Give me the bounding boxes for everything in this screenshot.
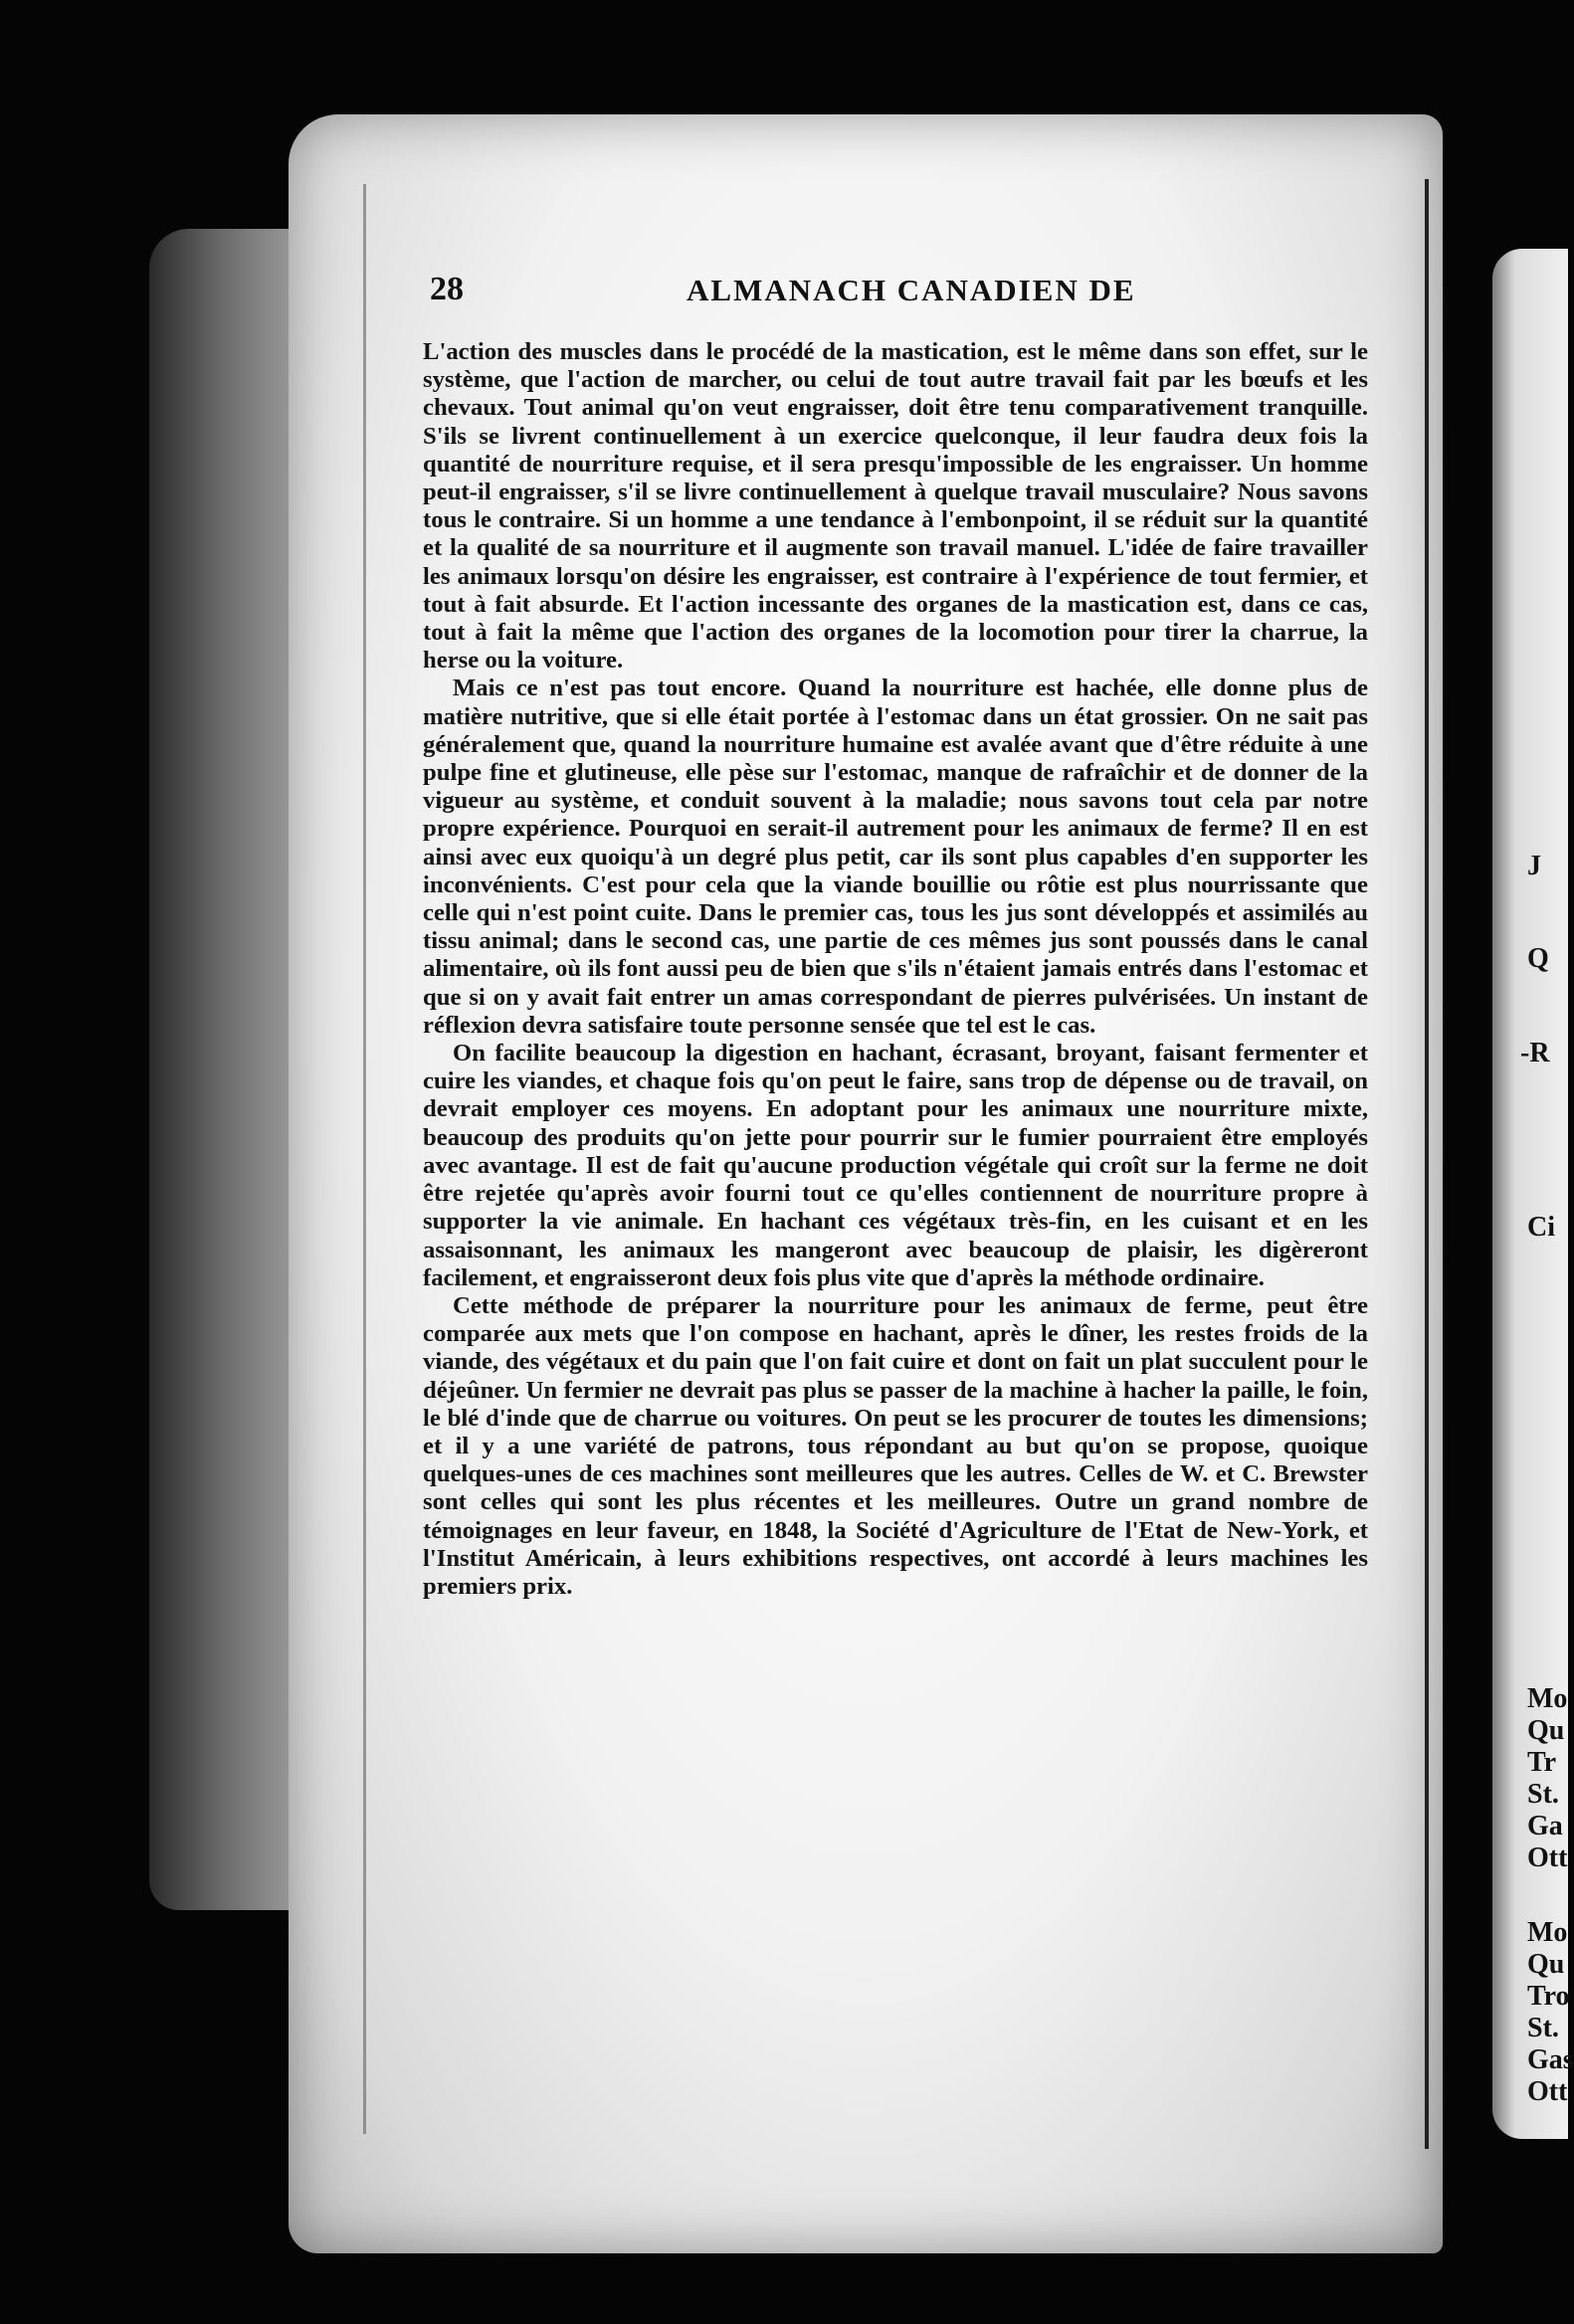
page-edge-line: [1425, 179, 1429, 2149]
right-fragment-group-1: [1527, 1683, 1567, 1874]
right-fragment-letter: -R: [1520, 1038, 1550, 1068]
body-text: [423, 338, 1368, 1601]
right-fragment-line: Ott: [1527, 1842, 1568, 1873]
right-fragment-line: Tr: [1527, 1747, 1557, 1778]
running-head: ALMANACH CANADIEN DE: [687, 273, 1136, 307]
right-fragment-line: Ott: [1527, 2076, 1568, 2107]
paragraph: Cette méthode de préparer la nourriture pour les animaux de ferme, peut être comparée aux mets que l'on compose en hachant, après le dîner, les restes froids de la viande, des végétaux et du pain que l'on fait cuire et dont on fait un plat succulent pour le déjeûner. Un fermier ne devrait pas plus se passer de la machine à hacher la paille, le foin, le blé d'inde que de charrue ou voitures. On peut se les procurer de toutes les dimensions; et il y a une variété de patrons, tous répondant au but qu'on se propose, quoique quelques-unes de ces machines sont meilleures que les autres. Celles de W. et C. Brewster sont celles qui sont les plus récentes et les meilleures. Outre un grand nombre de témoignages en leur faveur, en 1848, la Société d'Agriculture de l'Etat de New-York, et l'Institut Américain, à leurs exhibitions respectives, ont accordé à leurs machines les premiers prix.: [423, 1291, 1368, 1600]
right-fragment-letter: Ci: [1527, 1212, 1555, 1243]
right-fragment-line: Qu: [1527, 1949, 1565, 1980]
right-fragment-line: Mo: [1527, 1683, 1568, 1714]
right-fragment-letter: J: [1527, 851, 1541, 881]
page-fold-line: [363, 184, 366, 2134]
right-fragment-line: St.: [1527, 2013, 1559, 2043]
paragraph: Mais ce n'est pas tout encore. Quand la nourriture est hachée, elle donne plus de matière nutritive, que si elle était portée à l'estomac dans un état grossier. On ne sait pas généralement que, quand la nourriture humaine est avalée avant que d'être réduite à une pulpe fine et glutineuse, elle pèse sur l'estomac, manque de rafraîchir et de donner de la vigueur au système, et conduit souvent à la maladie; nous savons tout cela par notre propre expérience. Pourquoi en serait-il autrement pour les animaux de ferme? Il en est ainsi avec eux quoiqu'à un degré plus petit, car ils sont plus capables d'en supporter les inconvénients. C'est pour cela que la viande bouillie ou rôtie est plus nourrissante que celle qui n'est point cuite. Dans le premier cas, tous les jus sont développés et assimilés au tissu animal; dans le second cas, une partie de ces mêmes jus sont poussés dans le canal alimentaire, où ils font aussi peu de bien que s'ils n'étaient jamais entrés dans l'estomac et que si on y avait fait entrer un amas correspondant de pierres pulvérisées. Un instant de réflexion devra satisfaire toute personne sensée que tel est le cas.: [423, 675, 1368, 1039]
right-fragment-line: St.: [1527, 1779, 1559, 1810]
right-fragment-line: Qu: [1527, 1715, 1565, 1746]
right-fragment-line: Ga: [1527, 1811, 1563, 1841]
page-number: 28: [430, 271, 464, 307]
right-fragment-line: Mo: [1527, 1917, 1568, 1948]
right-fragment-line: Tro: [1527, 1981, 1570, 2012]
right-fragment-letter: Q: [1527, 943, 1549, 974]
right-fragment-group-2: [1527, 1917, 1574, 2108]
right-fragment-line: Gas: [1527, 2044, 1574, 2075]
paragraph: On facilite beaucoup la digestion en hachant, écrasant, broyant, faisant fermenter et cuire les viandes, et chaque fois qu'on peut le faire, sans trop de dépense ou de travail, on devrait employer ces moyens. En adoptant pour les animaux une nourriture mixte, beaucoup des produits qu'on jette pour pourrir sur le fumier pourraient être employés avec avantage. Il est de fait qu'aucune production végétale qui croît sur la ferme ne doit être rejetée qu'après avoir fourni tout ce qu'elles contiennent de nourriture propre à supporter la vie animale. En hachant ces végétaux très-fin, en les cuisant et en les assaisonnant, les animaux les mangeront avec beaucoup de plaisir, les digèreront facilement, et engraisseront deux fois plus vite que d'après la méthode ordinaire.: [423, 1040, 1368, 1291]
paragraph: L'action des muscles dans le procédé de la mastication, est le même dans son effet, sur le système, que l'action de marcher, ou celui de tout autre travail fait par les bœufs et les chevaux. Tout animal qu'on veut engraisser, doit être tenu comparativement tranquille. S'ils se livrent continuellement à un exercice quelconque, il leur faudra deux fois la quantité de nourriture requise, et il sera presqu'impossible de les engraisser. Un homme peut-il engraisser, s'il se livre continuellement à quelque travail musculaire? Nous savons tous le contraire. Si un homme a une tendance à l'embonpoint, il se réduit sur la quantité et la qualité de sa nourriture et il augmente son travail manuel. L'idée de faire travailler les animaux lorsqu'on désire les engraisser, est contraire à l'expérience de tout fermier, et tout à fait absurde. Et l'action incessante des organes de la mastication est, dans ce cas, tout à fait la même que l'action des organes de la locomotion pour tirer la charrue, la herse ou la voiture.: [423, 338, 1368, 675]
